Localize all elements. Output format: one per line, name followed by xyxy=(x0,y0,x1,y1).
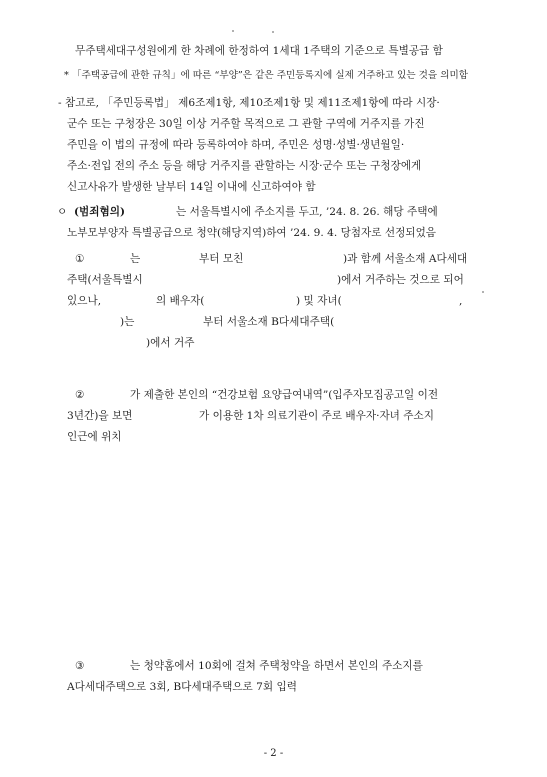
text-line: 노부모부양자 특별공급으로 청약(해당지역)하여 ’24. 9. 4. 당첨자로 선정되었음 xyxy=(67,227,437,239)
text-fragment: 의 배우자( xyxy=(156,295,205,307)
text-fragment: 3년간)을 보면 xyxy=(67,410,133,422)
text-fragment: )과 함께 서울소재 A다세대 xyxy=(343,253,468,265)
text-line: 주민을 이 법의 규정에 따라 등록하여야 하며, 주민은 성명·성별·생년월일· xyxy=(67,139,405,151)
text-fragment: )에서 거주 xyxy=(146,337,195,349)
scan-artifact xyxy=(482,291,484,293)
text-fragment: )에서 거주하는 것으로 되어 xyxy=(337,274,464,286)
text-line: 군수 또는 구청장은 30일 이상 거주할 목적으로 그 관할 구역에 거주지를 가진 xyxy=(67,118,425,130)
text-line: 주소·전입 전의 주소 등을 해당 거주지를 관할하는 시장·군수 또는 구청장에게 xyxy=(67,160,422,172)
text-fragment: 는 청약홈에서 10회에 걸쳐 주택청약을 하면서 본인의 주소지를 xyxy=(130,660,423,672)
section-bullet: ㅇ xyxy=(57,206,68,218)
text-fragment: 인근에 위치 xyxy=(67,431,122,443)
text-line: 무주택세대구성원에게 한 차례에 한정하여 1세대 1주택의 기준으로 특별공급 함 xyxy=(75,45,443,57)
text-fragment: 가 제출한 본인의 “건강보험 요양급여내역”(입주자모집공고일 이전 xyxy=(130,389,439,401)
text-fragment: , xyxy=(459,295,463,307)
item-number: ③ xyxy=(75,660,85,672)
text-line: - 참고로, 「주민등록법」 제6조제1항, 제10조제1항 및 제11조제1항에 따라 시장· xyxy=(58,97,440,109)
page-number: - 2 - xyxy=(263,748,284,759)
text-line: 신고사유가 발생한 날부터 14일 이내에 신고하여야 함 xyxy=(67,181,316,193)
scan-artifact xyxy=(272,31,274,33)
text-fragment: 는 xyxy=(130,253,141,265)
item-number: ① xyxy=(75,253,85,265)
text-fragment: A다세대주택으로 3회, B다세대주택으로 7회 입력 xyxy=(67,681,297,693)
text-line: 는 서울특별시에 주소지를 두고, ’24. 8. 26. 해당 주택에 xyxy=(176,206,438,218)
text-fragment: )는 xyxy=(120,316,135,328)
section-label: (범죄혐의) xyxy=(74,206,125,218)
text-fragment: 가 이용한 1차 의료기관이 주로 배우자·자녀 주소지 xyxy=(199,410,434,422)
text-fragment: ) 및 자녀( xyxy=(296,295,342,307)
item-number: ② xyxy=(75,389,85,401)
text-fragment: 부터 모친 xyxy=(199,253,244,265)
footnote-line: * 「주택공급에 관한 규칙」에 따른 “부양”은 같은 주민등록지에 실제 거주하고 있는 것을 의미함 xyxy=(64,70,469,81)
text-fragment: 주택(서울특별시 xyxy=(67,274,143,286)
text-fragment: 있으나, xyxy=(67,295,102,307)
scan-artifact xyxy=(232,30,234,32)
text-fragment: 부터 서울소재 B다세대주택( xyxy=(203,316,335,328)
